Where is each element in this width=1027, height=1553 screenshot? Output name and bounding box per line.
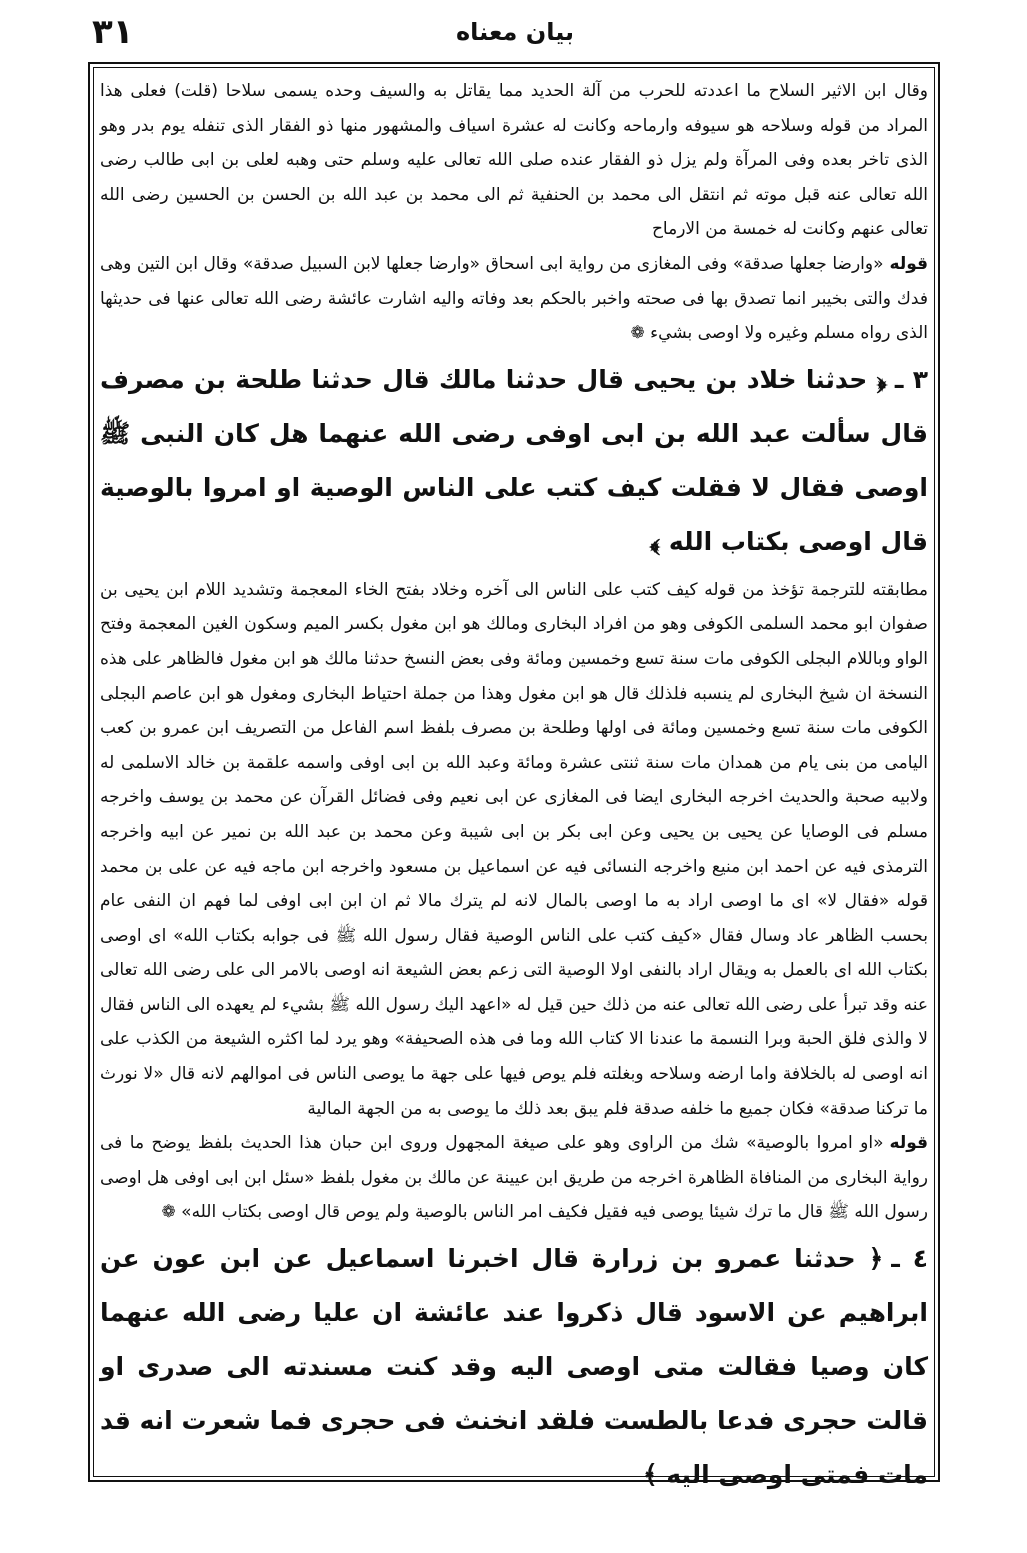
hadith-3: ٣ ـ﴿ حدثنا خلاد بن يحيى قال حدثنا مالك قال حدثنا طلحة بن مصرف قال سألت عبد الله بن ابى اوفى رضى الله عنهما هل كان النبى ﷺ اوصى فقال لا فقلت كيف كتب على الناس الوصية او امروا بالوصية قال اوصى بكتاب الله ﴾ (100, 364, 928, 556)
commentary-paragraph: وقال ابن الاثير السلاح ما اعددته للحرب من آلة الحديد مما يقاتل به والسيف وحده يسمى سلاحا (قلت) فعلى هذا المراد من قوله وسلاحه هو سيوفه وارماحه وكانت له عشرة اسياف والمشهور منها ذو الفقار الذى تنفله يوم بدر وهو الذى تاخر بعده وفى المرآة ولم يزل ذو الفقار عنده صلى الله تعالى عليه وسلم حتى وهبه لعلى بن ابى طالب رضى الله تعالى عنه قبل موته ثم انتقل الى محمد بن الحنفية ثم الى محمد بن عبد الله بن الحسن بن الحسين رضى الله تعالى عنهم وكانت له خمسة من الارماح (100, 81, 928, 240)
page-number: ٣١ (92, 12, 134, 52)
qawluhu-label: قوله (889, 253, 928, 274)
hadith-number: ٤ ـ (891, 1244, 928, 1274)
hadith-number: ٣ ـ (894, 364, 928, 394)
qawluhu-label: قوله (889, 1133, 928, 1154)
commentary-paragraph: قوله«وارضا جعلها صدقة» وفى المغازى من رواية ابى اسحاق «وارضا جعلها لابن السبيل صدقة» وقال ابن التين وهى فدك والتى بخيبر انما تصدق بها فى صحته واخبر بالحكم بعد وفاته واليه اشارت عائشة رضى الله تعالى عنها فى حديثها الذى رواه مسلم وغيره ولا اوصى بشيء ❁ (100, 253, 928, 344)
hadith-4: ٤ ـ﴿ حدثنا عمرو بن زرارة قال اخبرنا اسماعيل عن ابن عون عن ابراهيم عن الاسود قال ذكروا عند عائشة ان عليا رضى الله عنهما كان وصيا فقالت متى اوصى اليه وقد كنت مسندته الى صدرى او قالت حجرى فدعا بالطست فلقد انخنث فى حجرى فما شعرت انه قد مات فمتى اوصى اليه ﴾ (100, 1244, 928, 1490)
text-body (100, 74, 928, 1490)
commentary-paragraph: مطابقته للترجمة تؤخذ من قوله كيف كتب على الناس الى آخره وخلاد بفتح الخاء المعجمة وتشديد اللام ابن يحيى بن صفوان ابو محمد السلمى الكوفى وهو من افراد البخارى ومالك هو ابن مغول بكسر الميم وسكون الغين المعجمة وفتح الواو وباللام البجلى الكوفى مات سنة تسع وخمسين ومائة وفى بعض النسخ حدثنا مالك هو ابن مغول فالظاهر على هذه النسخة ان شيخ البخارى لم ينسبه فلذلك قال هو ابن مغول وهذا من جملة احتياط البخارى ومغول هو ابن عاصم البجلى الكوفى مات سنة تسع وخمسين ومائة فى اولها وطلحة بن مصرف بلفظ اسم الفاعل من التصريف ابن عمرو بن كعب اليامى من بنى يام من همدان مات سنة ثنتى عشرة ومائة وعبد الله بن ابى اوفى واسمه علقمة بن خالد الاسلمى له ولابيه صحبة والحديث اخرجه البخارى ايضا فى المغازى عن ابى نعيم وفى فضائل القرآن عن محمد بن يوسف واخرجه مسلم فى الوصايا عن يحيى بن يحيى وعن ابى بكر بن ابى شيبة وعن محمد بن عبد الله بن نمير عن ابيه واخرجه الترمذى فيه عن احمد ابن منيع واخرجه النسائى فيه عن اسماعيل بن مسعود واخرجه ابن ماجه فيه عن على بن محمد قوله «فقال لا» اى ما اوصى اراد به ما اوصى بالمال لانه لم يترك مالا ثم ان ابن ابى اوفى لما فهم ان النفى عام بحسب الظاهر عاد وسال فقال «كيف كتب على الناس الوصية فقال رسول الله ﷺ فى جوابه بكتاب الله» اى اوصى بكتاب الله اى بالعمل به ويقال اراد بالنفى اولا الوصية التى زعم بعض الشيعة انه اوصى بالامر الى على رضى الله تعالى عنه وقد تبرأ على رضى الله تعالى عنه من ذلك حين قيل له «اعهد اليك رسول الله ﷺ بشيء لم يعهده الى الناس فقال لا والذى فلق الحبة وبرا النسمة ما عندنا الا كتاب الله وما فى هذه الصحيفة» وهو يرد لما اكثره الشيعة من الكذب على انه اوصى له بالخلافة واما ارضه وسلاحه وبغلته فلم يوص فيها على جهة ما يوصى الناس فى اموالهم لانه قال «لا نورث ما تركنا صدقة» فكان جميع ما خلفه صدقة فلم يبق بعد ذلك ما يوصى به من الجهة المالية (100, 579, 928, 1119)
running-header: بیان معناه (455, 18, 575, 46)
commentary-paragraph: قوله«او امروا بالوصية» شك من الراوى وهو على صيغة المجهول وروى ابن حبان هذا الحديث بلفظ يوضح ما فى رواية البخارى من المنافاة الظاهرة اخرجه من طريق ابن عيينة عن مالك بن مغول بلفظ «سئل ابن ابى اوفى هل اوصى رسول الله ﷺ قال ما ترك شيئا يوصى فيه فقيل فكيف امر الناس بالوصية ولم يوص قال اوصى بكتاب الله» ❁ (100, 1133, 928, 1223)
